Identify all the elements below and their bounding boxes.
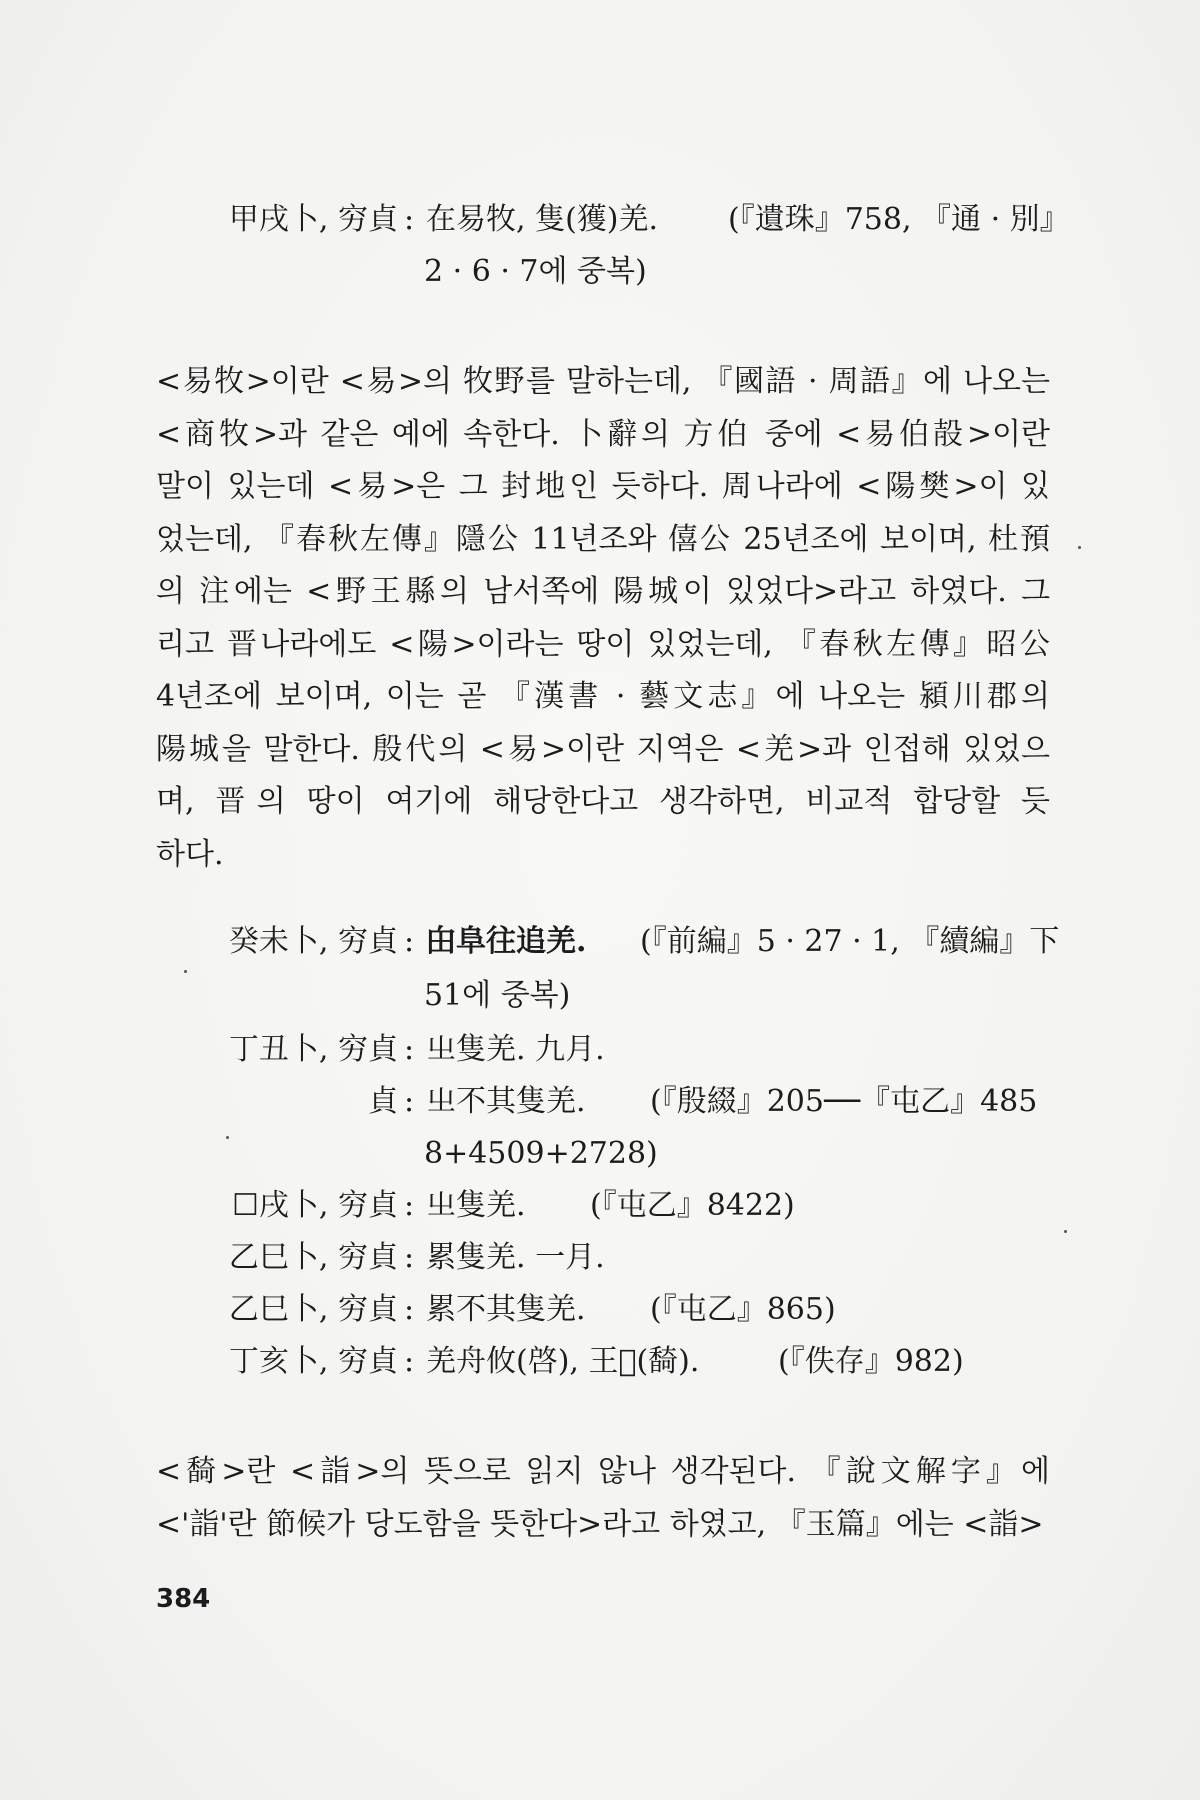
inscription-entry xyxy=(0,200,1200,290)
scan-speck xyxy=(1064,1230,1067,1233)
entry-colon: : xyxy=(404,1292,415,1327)
entry-reference: (『殷綴』205──『屯乙』485 xyxy=(650,1084,1038,1119)
entry-label: 甲戌卜, 穷貞 xyxy=(228,202,398,237)
inscription-entry xyxy=(0,1082,1200,1172)
entry-continuation: 8+4509+2728) xyxy=(424,1136,658,1171)
entry-reference: (『屯乙』865) xyxy=(650,1292,836,1327)
entry-colon: : xyxy=(404,924,415,959)
body-paragraph xyxy=(156,356,1050,881)
paragraph-line: 4년조에 보이며, 이는 곧 『漢書 · 藝文志』에 나오는 潁川郡의 xyxy=(156,679,1050,714)
entry-text: 累隻羌. 一月. xyxy=(426,1240,605,1275)
scan-speck xyxy=(226,1136,229,1139)
inscription-entry xyxy=(0,1290,1200,1330)
paragraph-line: 며, 晋의 땅이 여기에 해당한다고 생각하면, 비교적 합당할 듯 xyxy=(156,784,1050,819)
entry-text: 羌舟攸(啓), 王𢎠(䭲). xyxy=(426,1344,700,1379)
entry-text: 在易牧, 隻(獲)羌. xyxy=(426,202,659,237)
paragraph-line: <商牧>과 같은 예에 속한다. 卜辭의 方伯 중에 <易伯㱿>이란 xyxy=(156,416,1050,452)
entry-colon: : xyxy=(404,1032,415,1067)
inscription-entry xyxy=(0,1238,1200,1278)
inscription-entry xyxy=(0,1186,1200,1226)
entry-colon: : xyxy=(404,1188,415,1223)
body-paragraph xyxy=(156,1446,1050,1551)
entry-reference: (『前編』5 · 27 · 1, 『續編』下 xyxy=(640,924,1060,959)
entry-label: 丁亥卜, 穷貞 xyxy=(228,1344,398,1379)
entry-colon: : xyxy=(404,1240,415,1275)
paragraph-line: <易牧>이란 <易>의 牧野를 말하는데, 『國語 · 周語』에 나오는 xyxy=(156,364,1050,399)
entry-continuation: 51에 중복) xyxy=(424,978,571,1013)
paragraph-line: 하다. xyxy=(156,836,224,872)
paragraph-line: 리고 晋나라에도 <陽>이라는 땅이 있었는데, 『春秋左傳』昭公 xyxy=(156,626,1050,662)
paragraph-line: <'詣'란 節候가 당도함을 뜻한다>라고 하였고, 『玉篇』에는 <詣> xyxy=(156,1506,1044,1542)
paragraph-line: <䭲>란 <詣>의 뜻으로 읽지 않나 생각된다. 『說文解字』에 xyxy=(156,1454,1050,1489)
entry-text: 㞢不其隻羌. xyxy=(426,1084,586,1119)
inscription-entry xyxy=(0,922,1200,1012)
scan-speck xyxy=(1078,546,1081,549)
paragraph-line: 말이 있는데 <易>은 그 封地인 듯하다. 周나라에 <陽樊>이 있 xyxy=(156,469,1050,504)
entry-label: 乙巳卜, 穷貞 xyxy=(228,1240,398,1275)
entry-continuation: 2 · 6 · 7에 중복) xyxy=(424,254,647,289)
entry-colon: : xyxy=(404,202,415,237)
entry-reference: (『遺珠』758, 『通 · 別』 xyxy=(728,202,1070,237)
page-number: 384 xyxy=(156,1584,211,1614)
entry-label: 丁丑卜, 穷貞 xyxy=(228,1032,398,1067)
entry-colon: : xyxy=(404,1344,415,1379)
entry-label: 癸未卜, 穷貞 xyxy=(228,924,398,959)
paragraph-line: 었는데, 『春秋左傳』隱公 11년조와 僖公 25년조에 보이며, 杜預 xyxy=(156,521,1050,557)
inscription-entry xyxy=(0,1342,1200,1382)
entry-label: 貞 xyxy=(368,1084,398,1119)
paragraph-line: 陽城을 말한다. 殷代의 <易>이란 지역은 <羌>과 인접해 있었으 xyxy=(156,731,1050,767)
entry-text: 㞢隻羌. 九月. xyxy=(426,1032,605,1067)
entry-text: 甶阜往追羌. xyxy=(426,924,587,959)
entry-label: ☐戌卜, 穷貞 xyxy=(232,1188,398,1223)
entry-text: 累不其隻羌. xyxy=(426,1292,586,1327)
entry-reference: (『佚存』982) xyxy=(778,1344,964,1379)
paragraph-line: 의 注에는 <野王縣의 남서쪽에 陽城이 있었다>라고 하였다. 그 xyxy=(156,574,1050,609)
entry-label: 乙巳卜, 穷貞 xyxy=(228,1292,398,1327)
scan-speck xyxy=(184,970,187,973)
entry-colon: : xyxy=(404,1084,415,1119)
entry-reference: (『屯乙』8422) xyxy=(590,1188,795,1223)
entry-text: 㞢隻羌. xyxy=(426,1188,526,1223)
inscription-entry xyxy=(0,1030,1200,1070)
